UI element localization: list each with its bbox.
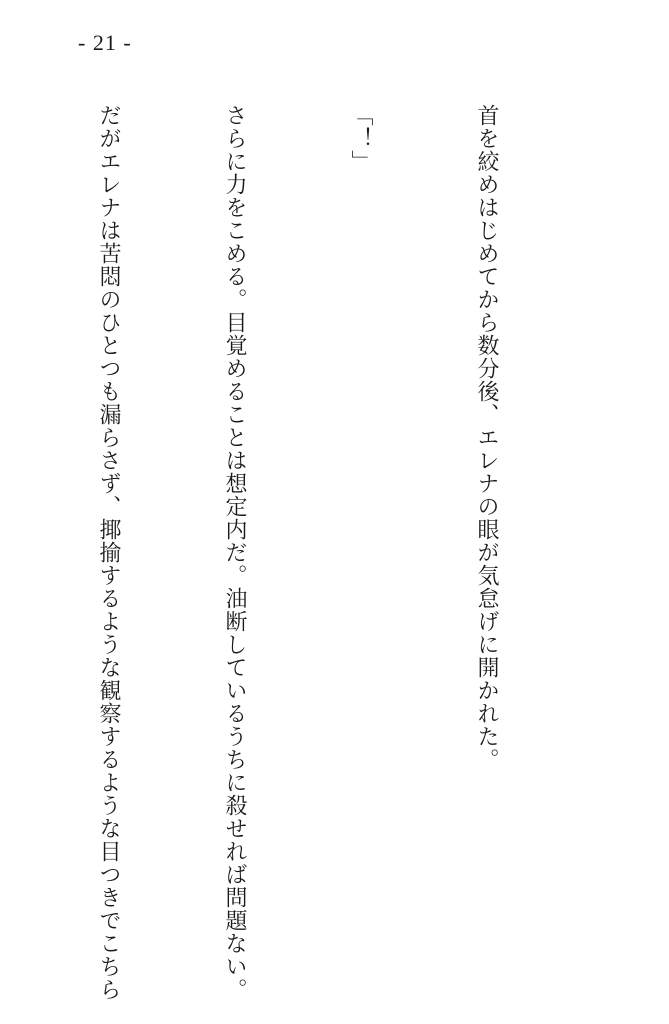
- vertical-text-block: [0, 104, 591, 1001]
- page-number: - 21 -: [78, 30, 132, 55]
- text-line: だがエレナは苦悶のひとつも漏らさず、揶揄するような観察するような目つきでこちら: [96, 104, 121, 1001]
- text-line: [0, 104, 3, 904]
- text-line: 「！」: [348, 104, 373, 173]
- text-line: 首を絞めはじめてから数分後、エレナの眼が気怠げに開かれた。: [474, 104, 499, 771]
- text-line: さらに力をこめる。目覚めることは想定内だ。油断しているうちに殺せれば問題ない。: [222, 104, 247, 1001]
